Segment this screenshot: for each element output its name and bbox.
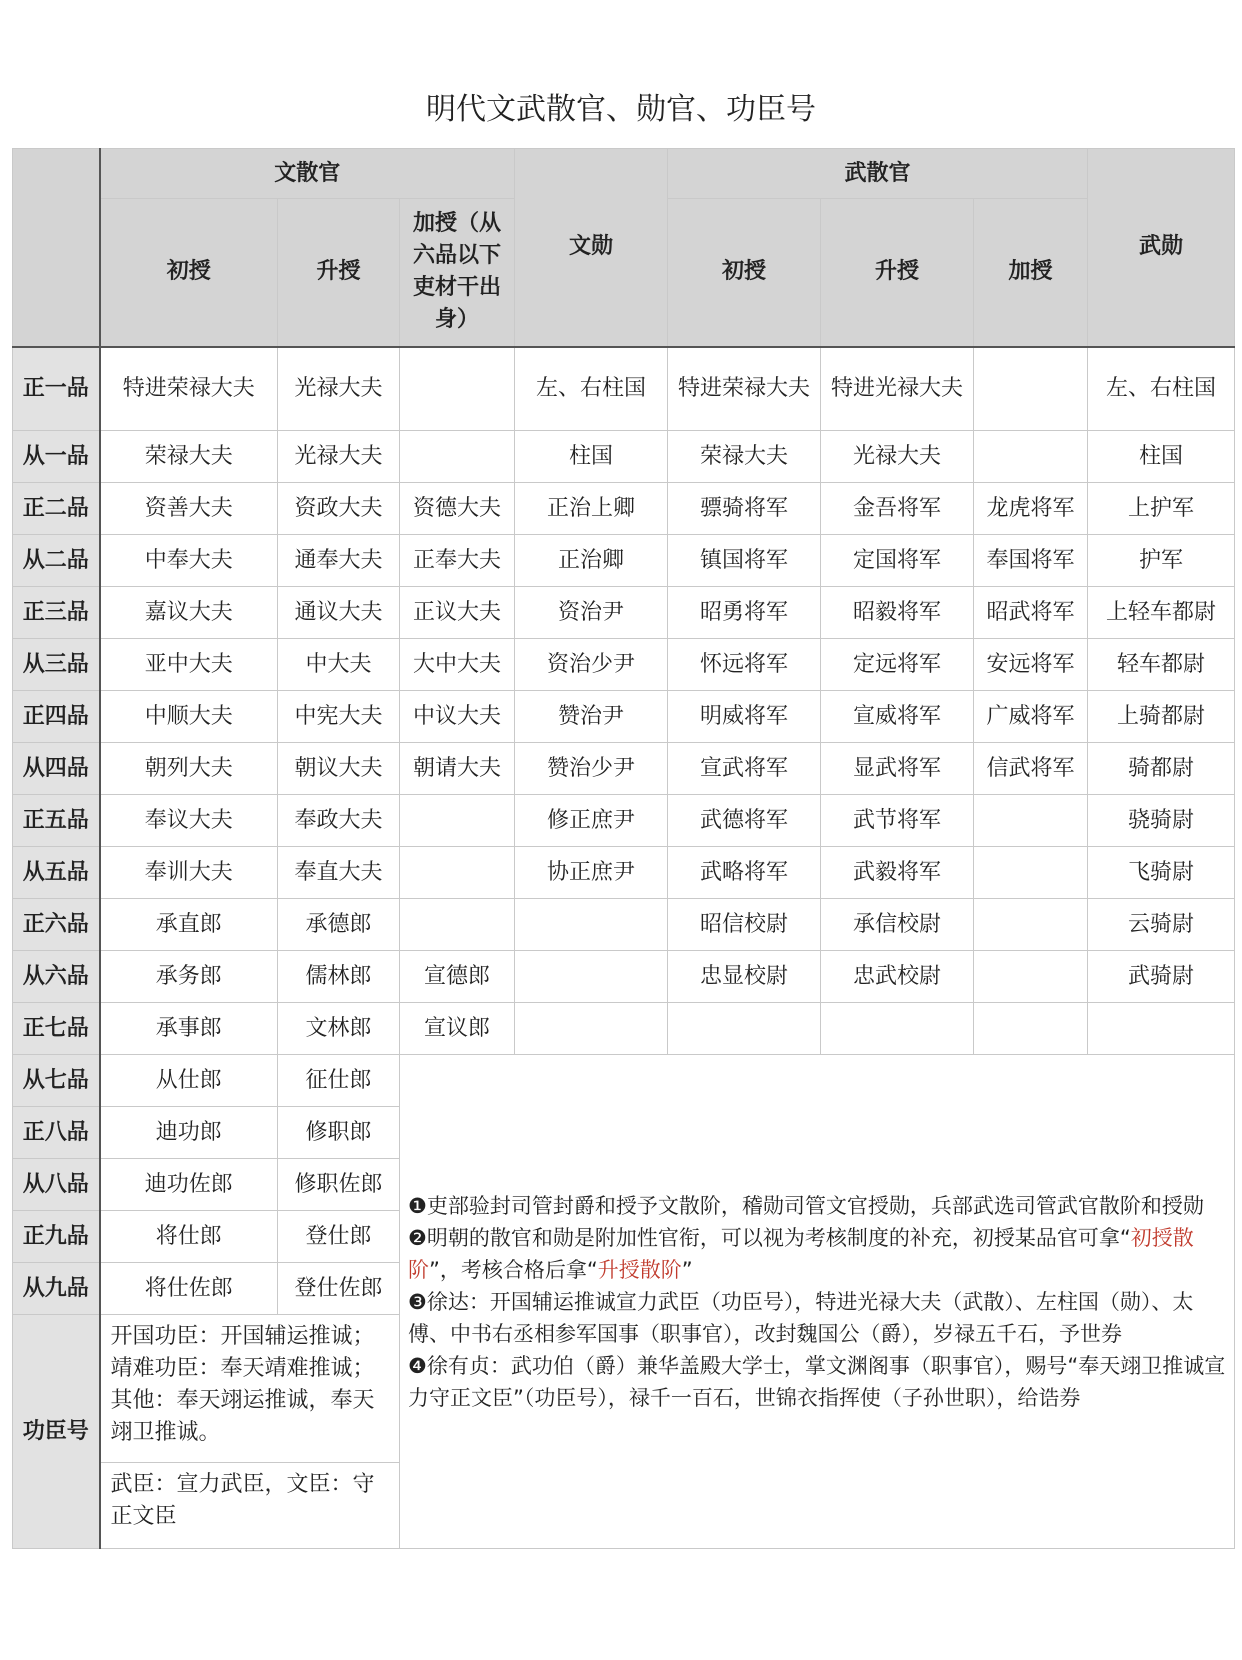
page-title: 明代文武散官、勋官、功臣号 [426,92,816,127]
rank-label: 正四品 [13,691,100,743]
rank-label: 从七品 [13,1055,100,1107]
cell: 中顺大夫 [100,691,278,743]
cell: 忠武校尉 [821,951,974,1003]
cell: 朝列大夫 [100,743,278,795]
cell: 上骑都尉 [1088,691,1235,743]
cell [515,951,668,1003]
cell [400,347,515,431]
rank-label: 从一品 [13,431,100,483]
cell [821,1003,974,1055]
cell: 资治少尹 [515,639,668,691]
cell: 昭武将军 [974,587,1088,639]
cell: 奉政大夫 [278,795,400,847]
cell [974,951,1088,1003]
cell: 从仕郎 [100,1055,278,1107]
cell: 通议大夫 [278,587,400,639]
cell: 武毅将军 [821,847,974,899]
highlight-chushou: 初授散阶 [408,1225,1194,1282]
cell: 特进荣禄大夫 [668,347,821,431]
cell [974,847,1088,899]
cell: 承直郎 [100,899,278,951]
cell: 怀远将军 [668,639,821,691]
cell: 骁骑尉 [1088,795,1235,847]
cell: 朝请大夫 [400,743,515,795]
cell: 修职佐郎 [278,1159,400,1211]
rank-table [12,148,1235,1549]
cell: 骠骑将军 [668,483,821,535]
highlight-shengshou: 升授散阶 [597,1257,682,1282]
rank-label: 正九品 [13,1211,100,1263]
cell: 飞骑尉 [1088,847,1235,899]
rank-label: 正七品 [13,1003,100,1055]
cell [974,1003,1088,1055]
cell: 正治上卿 [515,483,668,535]
header-shengshou: 升授 [278,199,400,347]
cell [1088,1003,1235,1055]
cell: 朝议大夫 [278,743,400,795]
cell: 承信校尉 [821,899,974,951]
cell: 光禄大夫 [821,431,974,483]
gongchen-label: 功臣号 [13,1315,100,1549]
cell: 资德大夫 [400,483,515,535]
cell: 宣武将军 [668,743,821,795]
cell: 赞治尹 [515,691,668,743]
header-chushou: 初授 [100,199,278,347]
gongchen-line: 靖难功臣：奉天靖难推诚； [110,1356,375,1381]
cell: 奉国将军 [974,535,1088,587]
note-2: ❷明朝的散官和勋是附加性官衔，可以视为考核制度的补充，初授某品官可拿“初授散阶”，考核合格后拿“升授散阶” [408,1225,1194,1282]
cell: 征仕郎 [278,1055,400,1107]
cell: 左、右柱国 [1088,347,1235,431]
cell: 登仕郎 [278,1211,400,1263]
cell: 宣议郎 [400,1003,515,1055]
cell: 金吾将军 [821,483,974,535]
cell: 资政大夫 [278,483,400,535]
cell: 显武将军 [821,743,974,795]
note-4: ❹徐有贞：武功伯（爵）兼华盖殿大学士，掌文渊阁事（职事官），赐号“奉天翊卫推诚宣力守正文臣”（功臣号），禄千一百石，世锦衣指挥使（子孙世职），给诰券 [408,1353,1226,1410]
cell: 柱国 [515,431,668,483]
cell: 奉直大夫 [278,847,400,899]
rank-label: 正三品 [13,587,100,639]
note-1: ❶吏部验封司管封爵和授予文散阶，稽勋司管文官授勋，兵部武选司管武官散阶和授勋 [408,1193,1204,1218]
cell [974,795,1088,847]
cell: 迪功佐郎 [100,1159,278,1211]
cell: 亚中大夫 [100,639,278,691]
cell: 特进光禄大夫 [821,347,974,431]
rank-label: 从五品 [13,847,100,899]
cell [515,899,668,951]
cell: 安远将军 [974,639,1088,691]
cell [974,347,1088,431]
gongchen-line: 其他：奉天翊运推诚，奉天翊卫推诚。 [110,1388,375,1445]
cell: 修职郎 [278,1107,400,1159]
cell: 登仕佐郎 [278,1263,400,1315]
cell: 大中大夫 [400,639,515,691]
rank-label: 从三品 [13,639,100,691]
header-wenxun: 文勋 [515,149,668,347]
cell: 光禄大夫 [278,347,400,431]
cell: 荣禄大夫 [100,431,278,483]
gongchen-cell-2: 武臣：宣力武臣，文臣：守正文臣 [100,1463,400,1549]
cell: 中议大夫 [400,691,515,743]
cell: 将仕佐郎 [100,1263,278,1315]
rank-label: 从九品 [13,1263,100,1315]
cell: 轻车都尉 [1088,639,1235,691]
cell: 龙虎将军 [974,483,1088,535]
gongchen-line: 开国功臣：开国辅运推诚； [110,1324,375,1349]
cell: 承德郎 [278,899,400,951]
cell: 迪功郎 [100,1107,278,1159]
cell: 骑都尉 [1088,743,1235,795]
cell: 资治尹 [515,587,668,639]
cell [400,795,515,847]
cell [400,899,515,951]
rank-label: 正二品 [13,483,100,535]
cell: 昭勇将军 [668,587,821,639]
cell: 广威将军 [974,691,1088,743]
rank-label: 正五品 [13,795,100,847]
rank-label: 从六品 [13,951,100,1003]
cell: 中奉大夫 [100,535,278,587]
cell: 护军 [1088,535,1235,587]
header-wuxun: 武勋 [1088,149,1235,347]
cell [400,431,515,483]
rank-label: 从八品 [13,1159,100,1211]
note-3: ❸徐达：开国辅运推诚宣力武臣（功臣号），特进光禄大夫（武散）、左柱国（勋）、太傅、中书右丞相参军国事（职事官），改封魏国公（爵），岁禄五千石，予世券 [408,1289,1194,1346]
cell: 上护军 [1088,483,1235,535]
cell: 通奉大夫 [278,535,400,587]
cell: 赞治少尹 [515,743,668,795]
cell: 承事郎 [100,1003,278,1055]
cell: 左、右柱国 [515,347,668,431]
cell: 昭毅将军 [821,587,974,639]
header-jiashou-wen: 加授（从六品以下吏材干出身） [400,199,515,347]
notes-block [400,1055,1235,1549]
rank-label: 正六品 [13,899,100,951]
cell: 光禄大夫 [278,431,400,483]
header-wensan: 文散官 [100,149,515,199]
cell: 信武将军 [974,743,1088,795]
cell: 武略将军 [668,847,821,899]
cell: 镇国将军 [668,535,821,587]
cell: 云骑尉 [1088,899,1235,951]
cell: 正奉大夫 [400,535,515,587]
cell: 正议大夫 [400,587,515,639]
header-wu-shengshou: 升授 [821,199,974,347]
cell: 修正庶尹 [515,795,668,847]
cell: 明威将军 [668,691,821,743]
cell [974,899,1088,951]
cell: 奉训大夫 [100,847,278,899]
cell [974,431,1088,483]
cell: 武节将军 [821,795,974,847]
cell: 宣德郎 [400,951,515,1003]
cell: 承务郎 [100,951,278,1003]
cell [668,1003,821,1055]
header-wu-jiashou: 加授 [974,199,1088,347]
cell: 武骑尉 [1088,951,1235,1003]
cell: 中宪大夫 [278,691,400,743]
rank-label: 从四品 [13,743,100,795]
cell: 正治卿 [515,535,668,587]
cell: 儒林郎 [278,951,400,1003]
cell: 柱国 [1088,431,1235,483]
cell: 嘉议大夫 [100,587,278,639]
gongchen-cell-1 [100,1315,400,1463]
cell: 中大夫 [278,639,400,691]
rank-label: 从二品 [13,535,100,587]
cell: 昭信校尉 [668,899,821,951]
header-wusan: 武散官 [668,149,1088,199]
cell: 荣禄大夫 [668,431,821,483]
cell: 武德将军 [668,795,821,847]
rank-label: 正八品 [13,1107,100,1159]
cell: 宣威将军 [821,691,974,743]
cell: 奉议大夫 [100,795,278,847]
cell: 协正庶尹 [515,847,668,899]
rank-label: 正一品 [13,347,100,431]
cell: 特进荣禄大夫 [100,347,278,431]
cell: 忠显校尉 [668,951,821,1003]
cell: 上轻车都尉 [1088,587,1235,639]
cell: 定国将军 [821,535,974,587]
header-wu-chushou: 初授 [668,199,821,347]
grade-header [13,149,100,347]
cell: 将仕郎 [100,1211,278,1263]
cell [400,847,515,899]
cell: 定远将军 [821,639,974,691]
cell: 资善大夫 [100,483,278,535]
cell: 文林郎 [278,1003,400,1055]
cell [515,1003,668,1055]
